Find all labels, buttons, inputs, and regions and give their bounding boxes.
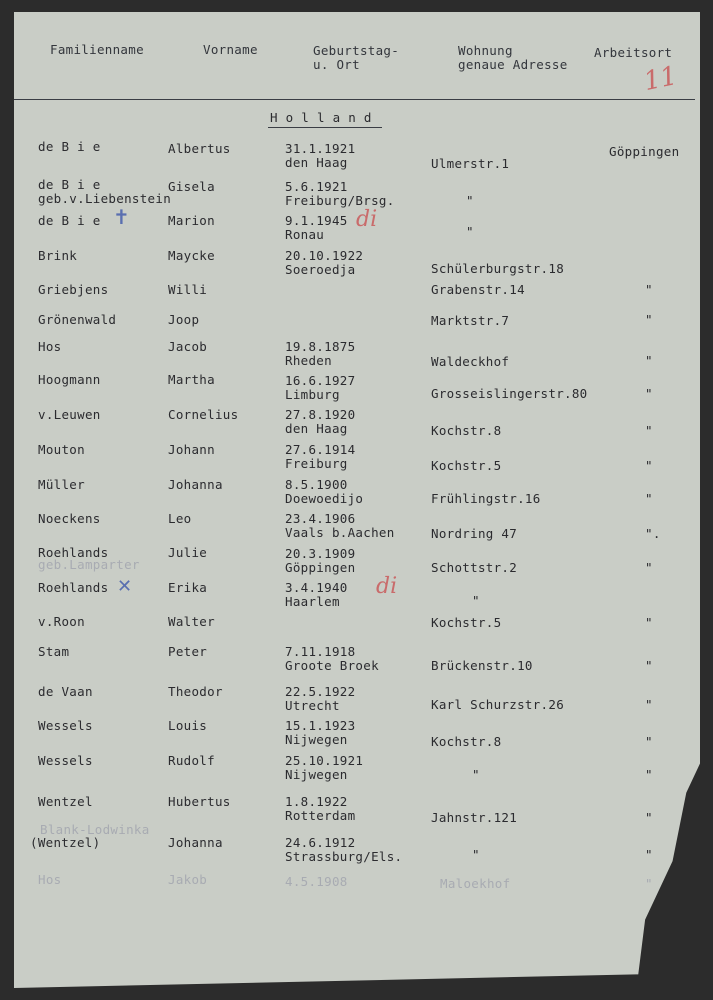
row-geburt: 22.5.1922 Utrecht: [285, 684, 356, 713]
row-maiden-note: Blank-Lodwinka: [40, 822, 150, 837]
row-arbeitsort: ": [645, 312, 653, 327]
blue-cross-mark: ✕: [117, 576, 133, 597]
header-rule: [14, 99, 695, 100]
row-vorname: Jakob: [168, 872, 208, 887]
row-vorname: Walter: [168, 614, 215, 629]
header-geburtstag: Geburtstag- u. Ort: [313, 43, 400, 72]
row-name: Wessels: [38, 718, 93, 733]
row-name: Brink: [38, 248, 78, 263]
row-name: Wentzel: [38, 794, 93, 809]
row-name: Hos: [38, 339, 62, 354]
page-number-mark: 11: [641, 60, 680, 98]
row-geburt: 23.4.1906 Vaals b.Aachen: [285, 511, 395, 540]
row-geburt: 27.8.1920 den Haag: [285, 407, 356, 436]
section-title-underline: [268, 127, 382, 128]
row-adresse: Kochstr.8: [431, 423, 502, 438]
row-adresse: Kochstr.8: [431, 734, 502, 749]
row-vorname: Johann: [168, 442, 215, 457]
row-name: Roehlands: [38, 545, 109, 560]
row-geburt: 19.8.1875 Rheden: [285, 339, 356, 368]
row-arbeitsort: ": [645, 658, 653, 673]
row-arbeitsort: ".: [645, 526, 661, 541]
row-vorname: Peter: [168, 644, 208, 659]
row-adresse: Kochstr.5: [431, 458, 502, 473]
row-geburt: 8.5.1900 Doewoedijo: [285, 477, 364, 506]
row-vorname: Willi: [168, 282, 208, 297]
row-geburt: 20.10.1922 Soeroedja: [285, 248, 364, 277]
row-arbeitsort: ": [645, 353, 653, 368]
header-arbeitsort: Arbeitsort: [594, 45, 673, 60]
row-name: v.Roon: [38, 614, 85, 629]
header-wohnung: Wohnung genaue Adresse: [458, 43, 568, 72]
row-adresse: Karl Schurzstr.26: [431, 697, 565, 712]
row-vorname: Joop: [168, 312, 200, 327]
row-adresse: Brückenstr.10: [431, 658, 533, 673]
row-arbeitsort: ": [645, 282, 653, 297]
row-adresse: Nordring 47: [431, 526, 518, 541]
row-name: de B i e: [38, 213, 101, 228]
row-arbeitsort: ": [645, 876, 653, 891]
row-geburt: 20.3.1909 Göppingen: [285, 546, 356, 575]
blue-cross-mark: ✝: [113, 205, 130, 229]
row-name: Grönenwald: [38, 312, 117, 327]
row-vorname: Albertus: [168, 141, 231, 156]
row-vorname: Johanna: [168, 835, 223, 850]
row-name: Roehlands: [38, 580, 109, 595]
red-initial-mark: di: [376, 574, 398, 599]
row-vorname: Hubertus: [168, 794, 231, 809]
row-adresse: ": [466, 193, 474, 208]
row-name: de B i e: [38, 139, 101, 154]
header-vorname: Vorname: [203, 42, 258, 57]
row-adresse: ": [472, 847, 480, 862]
row-vorname: Theodor: [168, 684, 223, 699]
row-arbeitsort: ": [645, 767, 653, 782]
row-vorname: Julie: [168, 545, 208, 560]
row-adresse: Kochstr.5: [431, 615, 502, 630]
row-adresse: Frühlingstr.16: [431, 491, 541, 506]
row-vorname: Martha: [168, 372, 215, 387]
row-geburt: 5.6.1921 Freiburg/Brsg.: [285, 179, 395, 208]
row-name: de Vaan: [38, 684, 93, 699]
row-geburt: 15.1.1923 Nijwegen: [285, 718, 356, 747]
row-arbeitsort: ": [645, 734, 653, 749]
row-geburt: 31.1.1921 den Haag: [285, 141, 356, 170]
section-title: H o l l a n d: [270, 110, 372, 125]
row-vorname: Erika: [168, 580, 208, 595]
row-adresse: Jahnstr.121: [431, 810, 518, 825]
row-adresse: ": [466, 224, 474, 239]
row-adresse: Waldeckhof: [431, 354, 510, 369]
row-arbeitsort: ": [645, 386, 653, 401]
row-vorname: Maycke: [168, 248, 215, 263]
row-geburt: 4.5.1908: [285, 874, 348, 889]
row-geburt: 25.10.1921 Nijwegen: [285, 753, 364, 782]
row-vorname: Marion: [168, 213, 215, 228]
row-name: Hos: [38, 872, 62, 887]
row-arbeitsort: ": [645, 491, 653, 506]
row-arbeitsort: Göppingen: [609, 144, 680, 159]
row-vorname: Johanna: [168, 477, 223, 492]
row-vorname: Gisela: [168, 179, 215, 194]
row-maiden-note: geb.Lamparter: [38, 557, 140, 572]
row-geburt: 3.4.1940 Haarlem: [285, 580, 348, 609]
row-geburt: 24.6.1912 Strassburg/Els.: [285, 835, 403, 864]
row-vorname: Rudolf: [168, 753, 215, 768]
row-vorname: Leo: [168, 511, 192, 526]
row-geburt: 1.8.1922 Rotterdam: [285, 794, 356, 823]
row-vorname: Louis: [168, 718, 208, 733]
header-familienname: Familienname: [50, 42, 144, 57]
row-adresse: Schülerburgstr.18: [431, 261, 565, 276]
row-adresse: Maloekhof: [440, 876, 511, 891]
row-name: Hoogmann: [38, 372, 101, 387]
row-name: Griebjens: [38, 282, 109, 297]
row-name: Stam: [38, 644, 70, 659]
row-adresse: Grosseislingerstr.80: [431, 386, 588, 401]
row-name: Noeckens: [38, 511, 101, 526]
row-arbeitsort: ": [645, 423, 653, 438]
row-adresse: Schottstr.2: [431, 560, 518, 575]
row-name: Mouton: [38, 442, 85, 457]
row-geburt: 16.6.1927 Limburg: [285, 373, 356, 402]
row-name: Müller: [38, 477, 85, 492]
row-adresse: ": [472, 767, 480, 782]
row-arbeitsort: ": [645, 458, 653, 473]
row-adresse: ": [472, 593, 480, 608]
row-adresse: Ulmerstr.1: [431, 156, 510, 171]
row-geburt: 7.11.1918 Groote Broek: [285, 644, 379, 673]
row-name: v.Leuwen: [38, 407, 101, 422]
row-name: de B i e geb.v.Liebenstein: [38, 177, 172, 206]
row-arbeitsort: ": [645, 810, 653, 825]
row-vorname: Cornelius: [168, 407, 239, 422]
row-adresse: Grabenstr.14: [431, 282, 525, 297]
row-vorname: Jacob: [168, 339, 208, 354]
row-geburt: 9.1.1945 Ronau: [285, 213, 348, 242]
row-geburt: 27.6.1914 Freiburg: [285, 442, 356, 471]
row-name: (Wentzel): [30, 835, 101, 850]
red-initial-mark: di: [356, 207, 378, 232]
row-arbeitsort: ": [645, 615, 653, 630]
row-arbeitsort: ": [645, 560, 653, 575]
row-arbeitsort: ": [645, 847, 653, 862]
row-adresse: Marktstr.7: [431, 313, 510, 328]
row-name: Wessels: [38, 753, 93, 768]
row-arbeitsort: ": [645, 697, 653, 712]
